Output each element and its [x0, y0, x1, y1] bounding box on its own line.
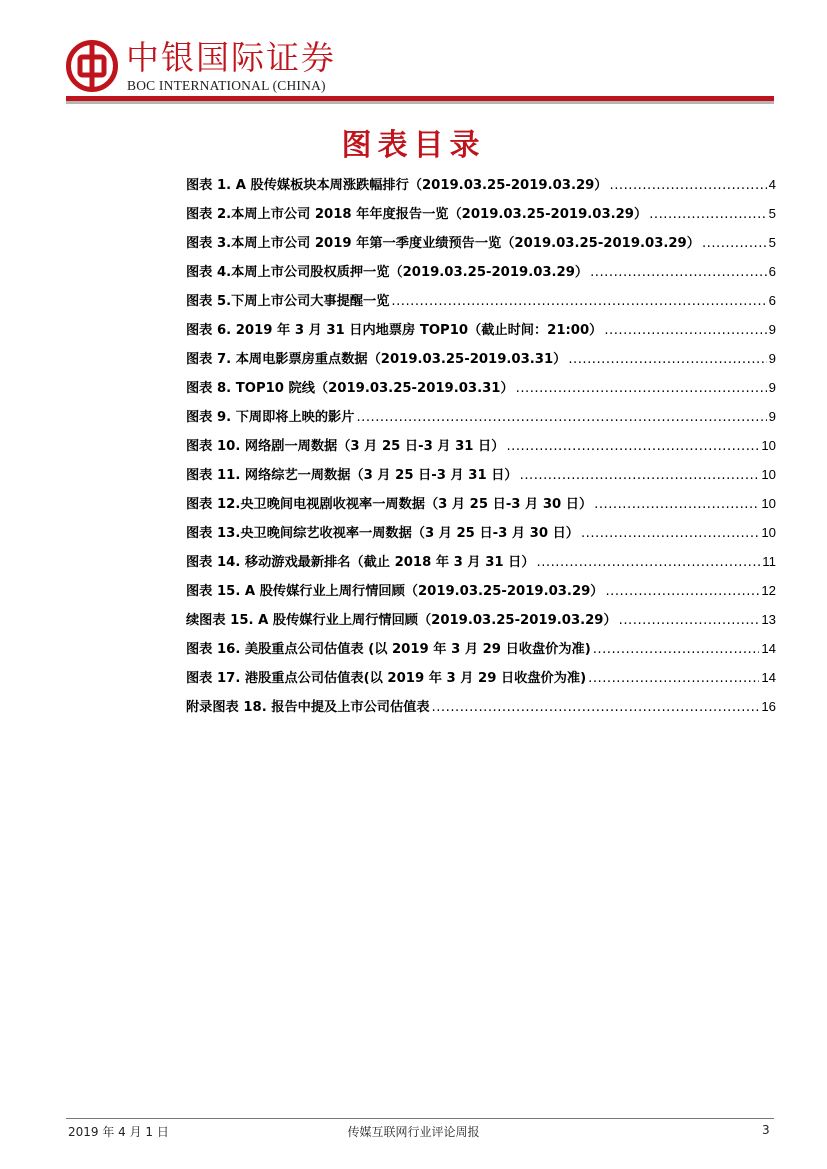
- toc-dot-leader: [590, 265, 767, 280]
- toc-entry-title: 图表 16. 美股重点公司估值表 (以 2019 年 3 月 29 日收盘价为准): [186, 642, 591, 657]
- footer-page-number: 3: [762, 1123, 770, 1137]
- toc-entry-page: 9: [768, 322, 776, 337]
- toc-dot-leader: [432, 700, 760, 715]
- toc-entry-title: 图表 1. A 股传媒板块本周涨跌幅排行（2019.03.25-2019.03.29）: [186, 178, 608, 193]
- footer-rule: [66, 1118, 774, 1119]
- toc-entry[interactable]: [186, 319, 776, 348]
- toc-entry-title: 图表 7. 本周电影票房重点数据（2019.03.25-2019.03.31）: [186, 352, 567, 367]
- toc-entry-page: 14: [761, 641, 776, 656]
- toc-entry-page: 16: [761, 699, 776, 714]
- toc-dot-leader: [391, 294, 766, 309]
- toc-title: 图表目录: [341, 128, 486, 163]
- toc-dot-leader: [506, 439, 759, 454]
- toc-entry[interactable]: [186, 348, 776, 377]
- toc-entry-title: 图表 4.本周上市公司股权质押一览（2019.03.25-2019.03.29）: [186, 265, 589, 280]
- toc-dot-leader: [593, 642, 760, 657]
- toc-dot-leader: [604, 323, 766, 338]
- toc-entry-page: 6: [768, 264, 776, 279]
- toc-entry[interactable]: [186, 377, 776, 406]
- toc-dot-leader: [356, 410, 766, 425]
- toc-dot-leader: [610, 178, 767, 193]
- toc-entry[interactable]: [186, 174, 776, 203]
- toc-dot-leader: [702, 236, 767, 251]
- toc-entry-page: 10: [761, 525, 776, 540]
- toc-entry[interactable]: [186, 696, 776, 725]
- toc-dot-leader: [581, 526, 759, 541]
- toc-dot-leader: [516, 381, 767, 396]
- toc-entry-page: 5: [768, 206, 776, 221]
- toc-entry-page: 13: [761, 612, 776, 627]
- toc-dot-leader: [649, 207, 766, 222]
- toc-entry-page: 10: [761, 496, 776, 511]
- toc-entry[interactable]: [186, 290, 776, 319]
- toc-dot-leader: [594, 497, 759, 512]
- toc-entry-page: 9: [768, 409, 776, 424]
- toc-entry-page: 4: [768, 177, 776, 192]
- header-rule-gray: [66, 101, 774, 104]
- toc-entry-title: 图表 17. 港股重点公司估值表(以 2019 年 3 月 29 日收盘价为准): [186, 671, 587, 686]
- toc-dot-leader: [619, 613, 760, 628]
- toc-entry-page: 14: [761, 670, 776, 685]
- toc-entry-title: 图表 12.央卫晚间电视剧收视率一周数据（3 月 25 日-3 月 30 日）: [186, 497, 593, 512]
- toc-entry-title: 图表 10. 网络剧一周数据（3 月 25 日-3 月 31 日）: [186, 439, 505, 454]
- brand-name-cn: 中银国际证券: [126, 38, 336, 77]
- toc-dot-leader: [568, 352, 766, 367]
- toc-dot-leader: [605, 584, 759, 599]
- toc-entry-page: 6: [768, 293, 776, 308]
- toc-entry-title: 图表 11. 网络综艺一周数据（3 月 25 日-3 月 31 日）: [186, 468, 518, 483]
- toc-dot-leader: [537, 555, 761, 570]
- brand-name-en: BOC INTERNATIONAL (CHINA): [127, 78, 326, 93]
- toc-entry-title: 图表 6. 2019 年 3 月 31 日内地票房 TOP10（截止时间：21:00）: [186, 323, 603, 338]
- toc-entry-page: 10: [761, 467, 776, 482]
- toc-entry[interactable]: [186, 638, 776, 667]
- toc-entry-title: 图表 15. A 股传媒行业上周行情回顾（2019.03.25-2019.03.29）: [186, 584, 604, 599]
- footer-report-name: 传媒互联网行业评论周报: [347, 1125, 480, 1139]
- footer-date: 2019 年 4 月 1 日: [68, 1125, 169, 1139]
- toc-entry-page: 9: [768, 380, 776, 395]
- toc-entry-title: 续图表 15. A 股传媒行业上周行情回顾（2019.03.25-2019.03.29）: [186, 613, 617, 628]
- toc-entry[interactable]: [186, 261, 776, 290]
- page-header: [66, 38, 774, 104]
- toc-entry[interactable]: [186, 667, 776, 696]
- toc-entry[interactable]: [186, 580, 776, 609]
- toc-entry-title: 图表 8. TOP10 院线（2019.03.25-2019.03.31）: [186, 381, 514, 396]
- toc-entry-title: 附录图表 18. 报告中提及上市公司估值表: [186, 700, 430, 715]
- toc-entry-title: 图表 9. 下周即将上映的影片: [186, 410, 355, 425]
- toc-entry-title: 图表 3.本周上市公司 2019 年第一季度业绩预告一览（2019.03.25-2019.03.29）: [186, 236, 700, 251]
- toc-entry[interactable]: [186, 464, 776, 493]
- toc-entry-title: 图表 2.本周上市公司 2018 年年度报告一览（2019.03.25-2019.03.29）: [186, 207, 648, 222]
- toc-entry[interactable]: [186, 406, 776, 435]
- toc-entry[interactable]: [186, 493, 776, 522]
- toc-entry-title: 图表 13.央卫晚间综艺收视率一周数据（3 月 25 日-3 月 30 日）: [186, 526, 579, 541]
- toc-list: [186, 174, 776, 725]
- toc-entry[interactable]: [186, 522, 776, 551]
- toc-entry[interactable]: [186, 609, 776, 638]
- toc-entry-title: 图表 14. 移动游戏最新排名（截止 2018 年 3 月 31 日）: [186, 555, 535, 570]
- boc-logo-icon: [66, 40, 118, 92]
- toc-entry-page: 12: [761, 583, 776, 598]
- toc-dot-leader: [520, 468, 760, 483]
- toc-entry[interactable]: [186, 203, 776, 232]
- toc-entry[interactable]: [186, 551, 776, 580]
- toc-entry-page: 11: [762, 554, 776, 569]
- toc-entry-page: 9: [768, 351, 776, 366]
- toc-entry[interactable]: [186, 232, 776, 261]
- toc-entry-page: 10: [761, 438, 776, 453]
- toc-entry-title: 图表 5.下周上市公司大事提醒一览: [186, 294, 390, 309]
- toc-dot-leader: [588, 671, 759, 686]
- toc-entry-page: 5: [768, 235, 776, 250]
- toc-entry[interactable]: [186, 435, 776, 464]
